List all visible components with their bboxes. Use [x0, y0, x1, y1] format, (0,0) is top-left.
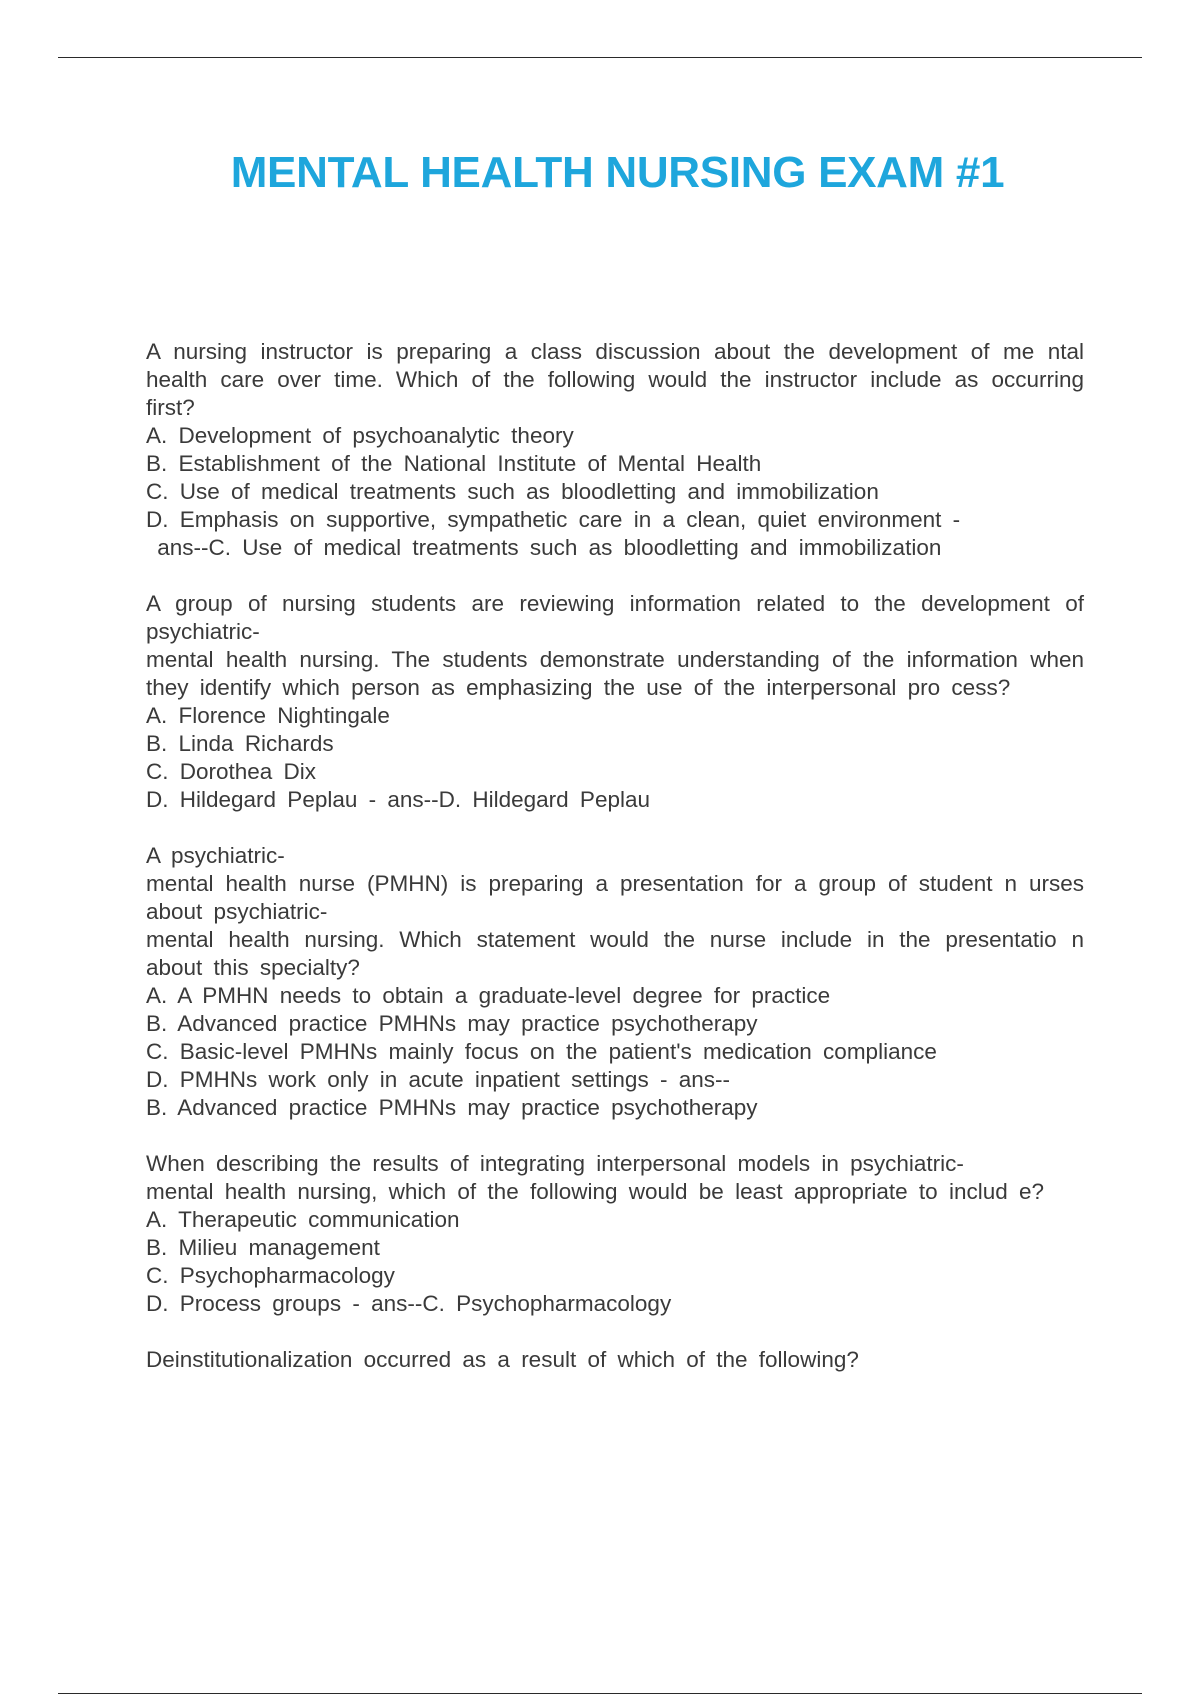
option-c: C. Dorothea Dix	[146, 759, 317, 784]
answer-line: B. Advanced practice PMHNs may practice psychotherapy	[146, 1095, 758, 1120]
question-stem: A nursing instructor is preparing a class discussion about the development of me ntal health care over time. Which of the following would the instructor include as occurring first?	[146, 339, 1084, 420]
option-d: D. Hildegard Peplau - ans--D. Hildegard Peplau	[146, 787, 650, 812]
option-c: C. Use of medical treatments such as bloodletting and immobilization	[146, 479, 879, 504]
document-title: MENTAL HEALTH NURSING EXAM #1	[230, 148, 1005, 197]
option-b: B. Advanced practice PMHNs may practice psychotherapy	[146, 1011, 758, 1036]
question-5	[146, 1346, 1084, 1374]
option-a: A. Therapeutic communication	[146, 1207, 460, 1232]
option-b: B. Milieu management	[146, 1235, 380, 1260]
question-2	[146, 590, 1084, 814]
answer-line: ans--C. Use of medical treatments such as bloodletting and immobilization	[146, 535, 942, 560]
question-stem-continued: mental health nursing, which of the following would be least appropriate to includ e?	[146, 1179, 1045, 1204]
option-b: B. Linda Richards	[146, 731, 334, 756]
option-d: D. PMHNs work only in acute inpatient settings - ans--	[146, 1067, 730, 1092]
option-d: D. Process groups - ans--C. Psychopharmacology	[146, 1291, 672, 1316]
option-c: C. Basic-level PMHNs mainly focus on the patient's medication compliance	[146, 1039, 937, 1064]
option-b: B. Establishment of the National Institute of Mental Health	[146, 451, 762, 476]
question-3	[146, 842, 1084, 1122]
top-rule	[58, 57, 1142, 58]
question-stem-continued: mental health nursing. The students demonstrate understanding of the information when they identify which person as emphasizing the use of the interpersonal pro cess?	[146, 647, 1084, 700]
option-c: C. Psychopharmacology	[146, 1263, 395, 1288]
question-stem: When describing the results of integrating interpersonal models in psychiatric-	[146, 1151, 964, 1176]
question-stem-continued: mental health nurse (PMHN) is preparing a presentation for a group of student n urses about psychiatric-	[146, 871, 1084, 924]
option-a: A. Florence Nightingale	[146, 703, 390, 728]
question-4	[146, 1150, 1084, 1318]
document-body	[146, 338, 1084, 1402]
question-stem: A psychiatric-	[146, 843, 285, 868]
question-stem: A group of nursing students are reviewing information related to the development of psychiatric-	[146, 591, 1084, 644]
option-d: D. Emphasis on supportive, sympathetic care in a clean, quiet environment -	[146, 507, 961, 532]
question-stem-continued-2: mental health nursing. Which statement would the nurse include in the presentatio n about this specialty?	[146, 927, 1084, 980]
option-a: A. Development of psychoanalytic theory	[146, 423, 574, 448]
question-1	[146, 338, 1084, 562]
option-a: A. A PMHN needs to obtain a graduate-level degree for practice	[146, 983, 831, 1008]
bottom-rule	[58, 1693, 1142, 1694]
question-stem: Deinstitutionalization occurred as a result of which of the following?	[146, 1347, 859, 1372]
